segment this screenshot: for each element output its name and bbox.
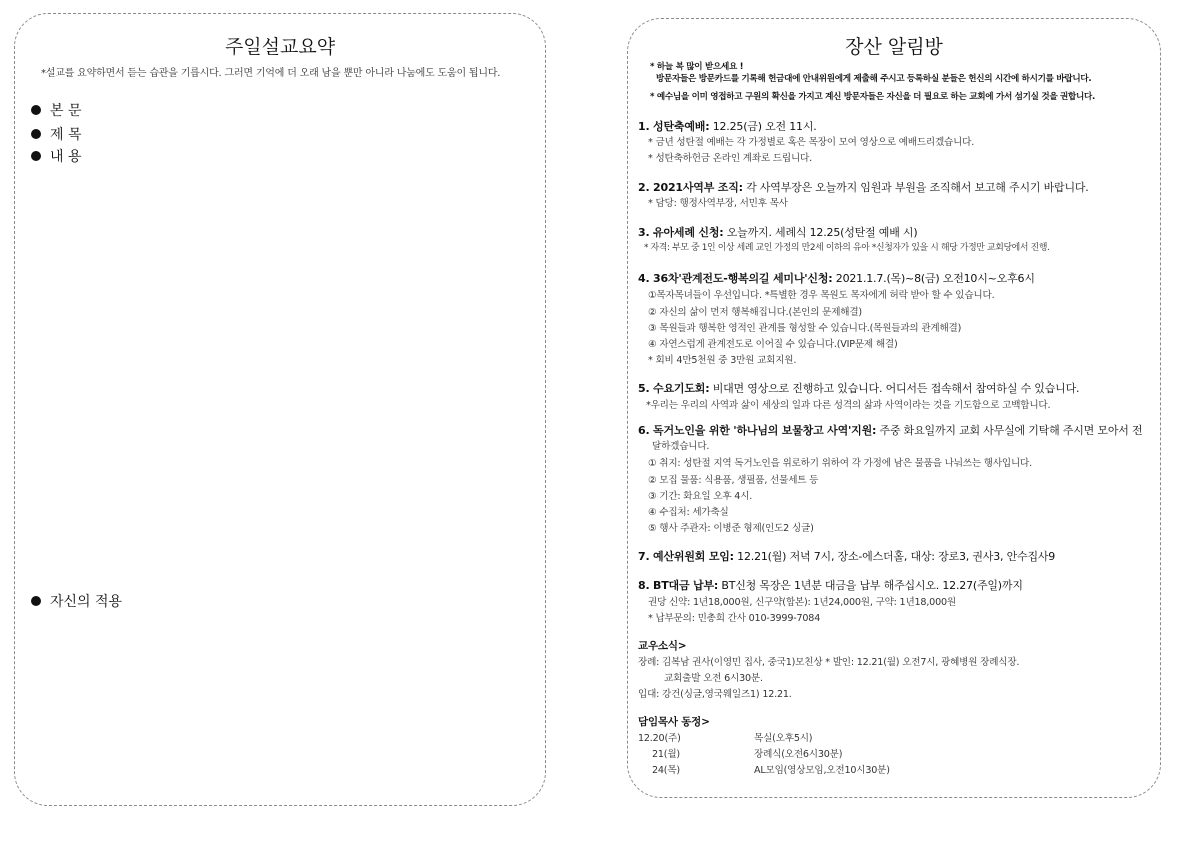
item-bible-text: 본 문 [31, 100, 82, 120]
section-6-line: ① 취지: 성탄절 지역 독거노인을 위로하기 위하여 각 가정에 남은 물품을 나눠쓰는 행사입니다. [648, 458, 1032, 469]
pastor-schedule-desc: AL모임(영상모임,오전10시30분) [754, 765, 890, 776]
notice-line-1: * 하늘 복 많이 받으세요 ! [650, 62, 744, 72]
section-6-line: ⑤ 행사 주관자: 이병준 형제(인도2 싱글) [648, 523, 814, 534]
pastor-schedule-date: 12.20(주) [638, 733, 681, 744]
sermon-summary-panel [14, 13, 546, 806]
section-4-line: ② 자신의 삶이 먼저 행복해집니다.(본인의 문제해결) [648, 307, 862, 318]
section-2-head: 2. 2021사역부 조직: 각 사역부장은 오늘까지 임원과 부원을 조직해서 보고해 주시기 바랍니다. [638, 181, 1089, 194]
section-6-line: ④ 수집처: 세가축실 [648, 507, 729, 518]
notice-line-2: 방문자들은 방문카드를 기록해 헌금대에 안내위원에게 제출해 주시고 등록하실 분들은 헌신의 시간에 하시기를 바랍니다. [656, 74, 1092, 84]
bullet-icon [31, 129, 41, 139]
member-news-title: 교우소식> [638, 640, 687, 652]
section-4-line: * 회비 4만5천원 중 3만원 교회지원. [648, 355, 797, 366]
section-7-head: 7. 예산위원회 모임: 12.21(월) 저녁 7시, 장소-에스더홀, 대상: 장로3, 권사3, 안수집사9 [638, 550, 1056, 563]
item-application: 자신의 적용 [31, 591, 122, 611]
section-4-line: ④ 자연스럽게 관계전도로 이어질 수 있습니다.(VIP문제 해결) [648, 339, 898, 350]
item-sermon-title: 제 목 [31, 124, 82, 144]
section-5-line: *우리는 우리의 사역과 삶이 세상의 일과 다른 성격의 삶과 사역이라는 것을 기도함으로 고백합니다. [646, 400, 1051, 411]
section-5-head: 5. 수요기도회: 비대면 영상으로 진행하고 있습니다. 어디서든 접속해서 참여하실 수 있습니다. [638, 382, 1080, 395]
pastor-schedule-desc: 장례식(오전6시30분) [754, 749, 843, 760]
section-4-head: 4. 36차'관계전도-행복의길 세미나'신청: 2021.1.7.(목)~8(금) 오전10시~오후6시 [638, 272, 1035, 285]
section-4-line: ③ 목원들과 행복한 영적인 관계를 형성할 수 있습니다.(목원들과의 관계해결) [648, 323, 962, 334]
item-content: 내 용 [31, 146, 82, 166]
announcements-title: 장산 알림방 [845, 36, 943, 58]
bullet-icon [31, 105, 41, 115]
pastor-schedule-title: 담임목사 동정> [638, 716, 710, 728]
section-6-line: 달하겠습니다. [652, 441, 710, 452]
section-6-head: 6. 독거노인을 위한 '하나님의 보물창고 사역'지원: 주중 화요일까지 교회 사무실에 기탁해 주시면 모아서 전 [638, 424, 1143, 437]
member-news-line: 입대: 강건(싱글,영국웨일즈1) 12.21. [638, 689, 792, 700]
bullet-icon [31, 596, 41, 606]
sermon-summary-subtitle: *설교를 요약하면서 듣는 습관을 기릅시다. 그러면 기억에 더 오래 남을 뿐만 아니라 나눔에도 도움이 됩니다. [41, 68, 501, 79]
section-6-line: ③ 기간: 화요일 오후 4시. [648, 491, 753, 502]
section-8-line: 권당 신약: 1년18,000원, 신구약(합본): 1년24,000원, 구약: 1년18,000원 [648, 597, 956, 608]
section-8-line: * 납부문의: 민총희 간사 010-3999-7084 [648, 613, 821, 624]
sermon-summary-title: 주일설교요약 [224, 36, 336, 58]
section-8-head: 8. BT대금 납부: BT신청 목장은 1년분 대금을 납부 해주십시오. 12.27(주일)까지 [638, 579, 1023, 592]
section-6-line: ② 모집 물품: 식용품, 생필품, 선물세트 등 [648, 475, 819, 486]
notice-line-3: * 예수님을 이미 영접하고 구원의 확신을 가지고 계신 방문자들은 자신을 더 필요로 하는 교회에 가서 섬기실 것을 권합니다. [650, 92, 1095, 102]
section-3-head: 3. 유아세례 신청: 오늘까지. 세례식 12.25(성탄절 예배 시) [638, 226, 918, 239]
member-news-line: 교회출발 오전 6시30분. [664, 673, 763, 684]
announcements-panel [627, 18, 1161, 798]
pastor-schedule-date: 24(목) [652, 765, 680, 776]
section-1-line: * 금년 성탄절 예배는 각 가정별로 혹은 목장이 모여 영상으로 예배드리겠습니다. [648, 137, 975, 148]
section-3-line: * 자격: 부모 중 1인 이상 세례 교인 가정의 만2세 이하의 유아 *신청자가 있을 시 해당 가정만 교회당에서 진행. [644, 243, 1050, 253]
pastor-schedule-desc: 목실(오후5시) [754, 733, 813, 744]
section-4-line: ①목자목녀들이 우선입니다. *특별한 경우 목원도 목자에게 허락 받아 할 수 있습니다. [648, 290, 995, 301]
section-2-line: * 담당: 행정사역부장, 서민후 목사 [648, 198, 788, 209]
member-news-line: 장례: 김복남 권사(이영민 집사, 중국1)모친상 * 발인: 12.21(월) 오전7시, 광혜병원 장례식장. [638, 657, 1020, 668]
section-1-head: 1. 성탄축예배: 12.25(금) 오전 11시. [638, 120, 817, 133]
section-1-line: * 성탄축하헌금 온라인 계좌로 드립니다. [648, 153, 812, 164]
pastor-schedule-date: 21(월) [652, 749, 680, 760]
bullet-icon [31, 151, 41, 161]
